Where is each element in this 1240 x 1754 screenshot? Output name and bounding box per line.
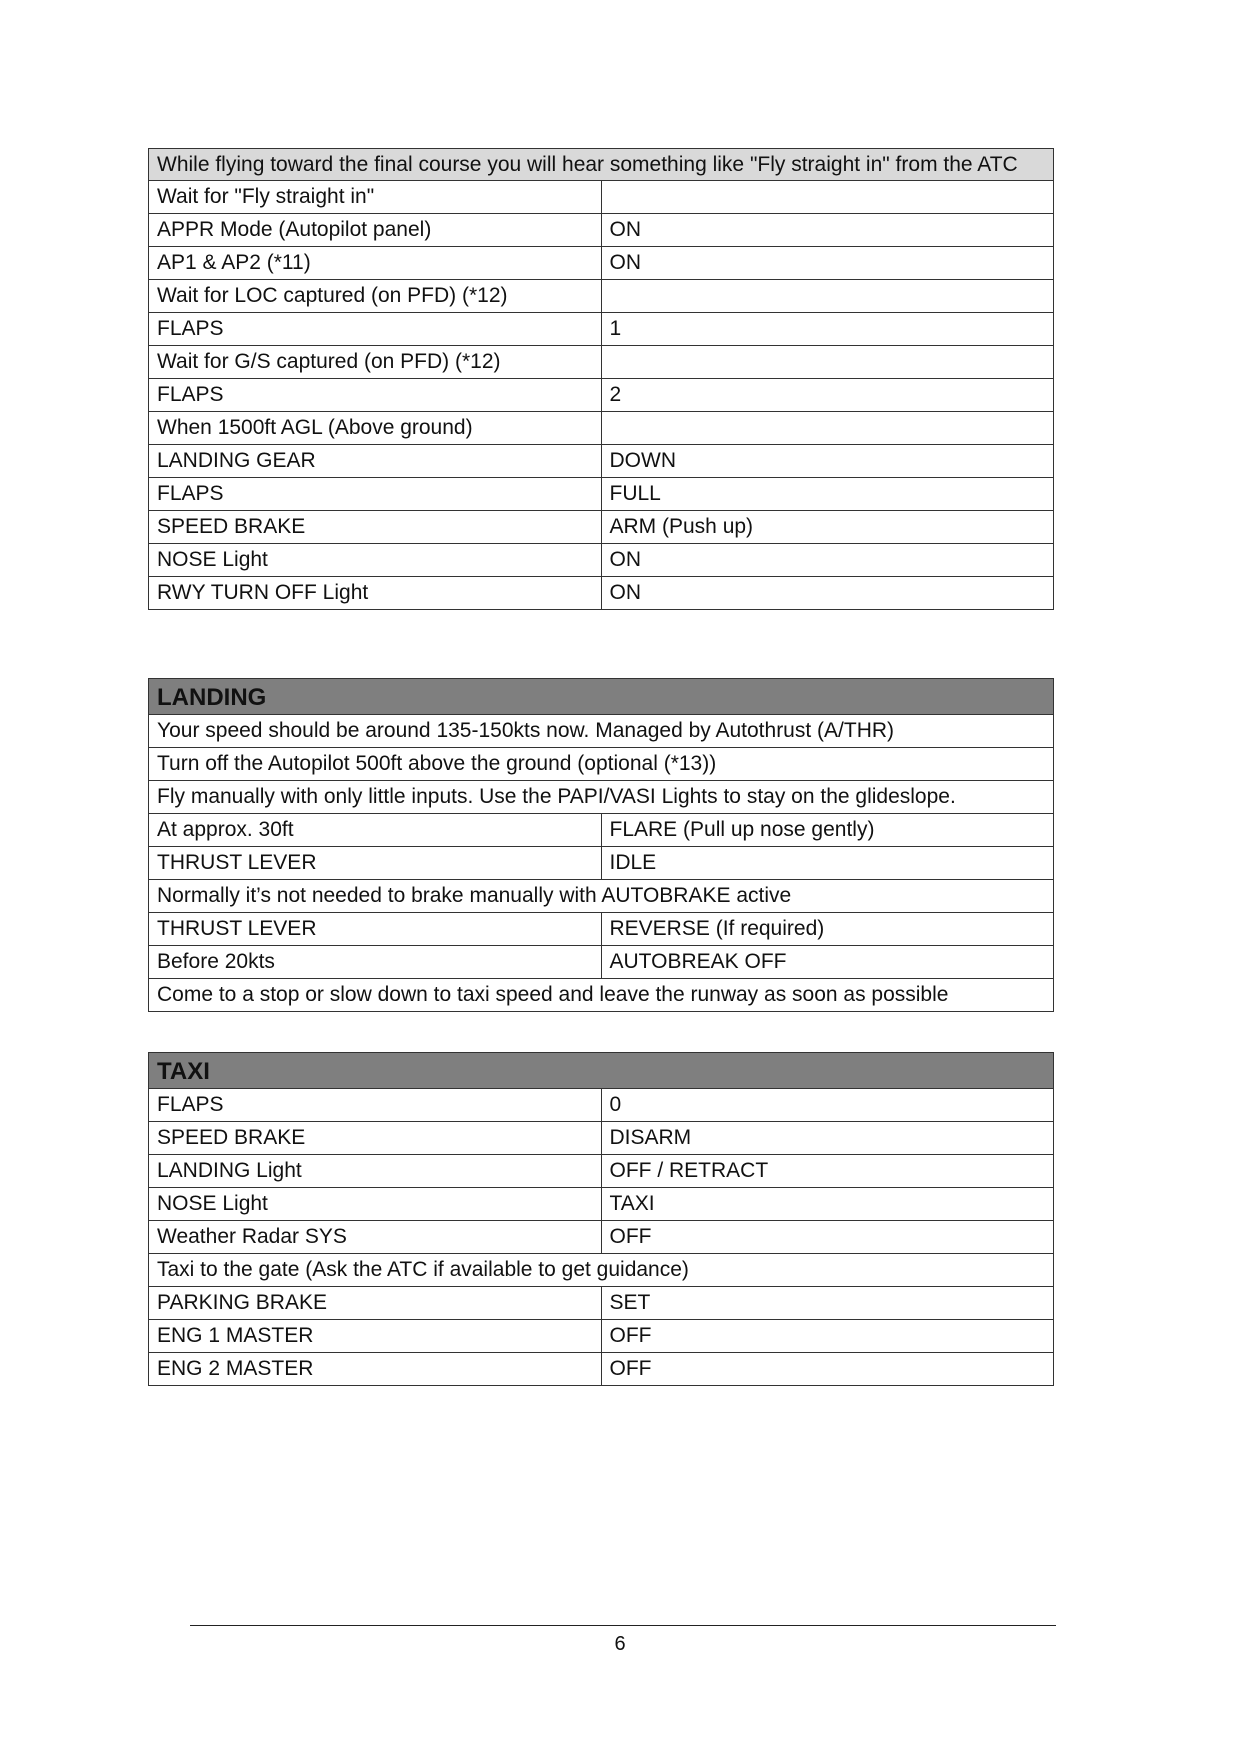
checklist-action: FULL [601,478,1054,511]
checklist-action: 1 [601,313,1054,346]
table-row [149,511,1054,544]
checklist-item: Wait for LOC captured (on PFD) (*12) [149,280,602,313]
table-row [149,247,1054,280]
table-row [149,1221,1054,1254]
landing-header-row [149,679,1054,715]
checklist-action: AUTOBREAK OFF [601,946,1054,979]
checklist-note: Turn off the Autopilot 500ft above the ground (optional (*13)) [149,748,1054,781]
checklist-item: LANDING GEAR [149,445,602,478]
taxi-checklist-body [149,1053,1054,1386]
checklist-note: Come to a stop or slow down to taxi speed and leave the runway as soon as possible [149,979,1054,1012]
checklist-item: RWY TURN OFF Light [149,577,602,610]
checklist-item: NOSE Light [149,1188,602,1221]
checklist-action: DISARM [601,1122,1054,1155]
checklist-action: OFF / RETRACT [601,1155,1054,1188]
table-row [149,346,1054,379]
checklist-note: Taxi to the gate (Ask the ATC if available to get guidance) [149,1254,1054,1287]
checklist-item: APPR Mode (Autopilot panel) [149,214,602,247]
table-row [149,1089,1054,1122]
checklist-action: OFF [601,1353,1054,1386]
checklist-item: FLAPS [149,379,602,412]
checklist-action: ON [601,544,1054,577]
checklist-item: FLAPS [149,1089,602,1122]
landing-section-title: LANDING [149,679,1054,715]
checklist-item: AP1 & AP2 (*11) [149,247,602,280]
table-row [149,412,1054,445]
checklist-item: SPEED BRAKE [149,511,602,544]
checklist-item: LANDING Light [149,1155,602,1188]
table-row [149,748,1054,781]
table-row [149,478,1054,511]
table-row [149,181,1054,214]
checklist-note: Your speed should be around 135-150kts now. Managed by Autothrust (A/THR) [149,715,1054,748]
taxi-checklist-table [148,1052,1054,1386]
approach-intro-row [149,149,1054,181]
checklist-action: IDLE [601,847,1054,880]
checklist-item: NOSE Light [149,544,602,577]
table-row [149,1353,1054,1386]
checklist-action: DOWN [601,445,1054,478]
table-row [149,544,1054,577]
landing-checklist-table [148,678,1054,1012]
checklist-item: THRUST LEVER [149,847,602,880]
checklist-item: Before 20kts [149,946,602,979]
checklist-action: ARM (Push up) [601,511,1054,544]
table-row [149,847,1054,880]
checklist-note: Fly manually with only little inputs. Use the PAPI/VASI Lights to stay on the glideslope. [149,781,1054,814]
table-row [149,445,1054,478]
checklist-action [601,181,1054,214]
checklist-item: Weather Radar SYS [149,1221,602,1254]
checklist-note: Normally it’s not needed to brake manually with AUTOBRAKE active [149,880,1054,913]
checklist-item: Wait for "Fly straight in" [149,181,602,214]
checklist-action: ON [601,247,1054,280]
checklist-action: OFF [601,1320,1054,1353]
checklist-action: ON [601,577,1054,610]
checklist-action: OFF [601,1221,1054,1254]
table-row [149,979,1054,1012]
table-row [149,214,1054,247]
checklist-action: ON [601,214,1054,247]
checklist-action [601,412,1054,445]
table-row [149,1254,1054,1287]
table-row [149,913,1054,946]
checklist-item: ENG 2 MASTER [149,1353,602,1386]
table-row [149,577,1054,610]
table-row [149,946,1054,979]
checklist-action [601,280,1054,313]
checklist-item: When 1500ft AGL (Above ground) [149,412,602,445]
footer-divider [190,1625,1056,1626]
table-row [149,280,1054,313]
checklist-item: At approx. 30ft [149,814,602,847]
table-row [149,814,1054,847]
table-row [149,379,1054,412]
table-row [149,1188,1054,1221]
checklist-action [601,346,1054,379]
approach-intro-text: While flying toward the final course you will hear something like "Fly straight in" from the ATC [149,149,1054,181]
checklist-action: FLARE (Pull up nose gently) [601,814,1054,847]
page-number: 6 [614,1633,626,1655]
checklist-item: THRUST LEVER [149,913,602,946]
checklist-item: SPEED BRAKE [149,1122,602,1155]
table-row [149,313,1054,346]
table-row [149,781,1054,814]
landing-checklist-body [149,679,1054,1012]
approach-checklist-table [148,148,1054,610]
checklist-item: FLAPS [149,313,602,346]
checklist-action: 0 [601,1089,1054,1122]
checklist-item: ENG 1 MASTER [149,1320,602,1353]
checklist-action: TAXI [601,1188,1054,1221]
checklist-action: REVERSE (If required) [601,913,1054,946]
table-row [149,880,1054,913]
taxi-header-row [149,1053,1054,1089]
checklist-item: PARKING BRAKE [149,1287,602,1320]
checklist-item: FLAPS [149,478,602,511]
checklist-item: Wait for G/S captured (on PFD) (*12) [149,346,602,379]
approach-checklist-body [149,149,1054,610]
checklist-action: 2 [601,379,1054,412]
table-row [149,1122,1054,1155]
table-row [149,1155,1054,1188]
checklist-action: SET [601,1287,1054,1320]
table-row [149,1320,1054,1353]
table-row [149,715,1054,748]
table-row [149,1287,1054,1320]
taxi-section-title: TAXI [149,1053,1054,1089]
